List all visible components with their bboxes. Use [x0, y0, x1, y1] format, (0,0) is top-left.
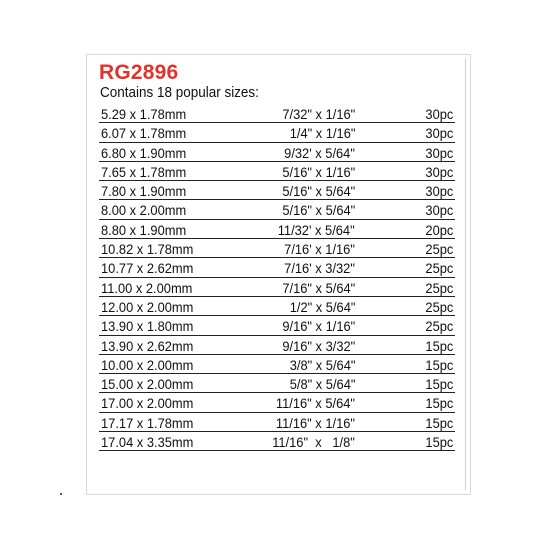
metric-size: 10.82 x 1.78mm — [101, 241, 194, 258]
size-row — [99, 432, 455, 451]
imperial-size: 7/16' x 3/32" — [284, 260, 355, 277]
size-row — [99, 393, 455, 412]
size-row — [99, 220, 455, 239]
metric-size: 12.00 x 2.00mm — [101, 298, 194, 315]
quantity: 30pc — [425, 202, 453, 219]
size-row — [99, 258, 455, 277]
imperial-size: 5/8" x 5/64" — [289, 376, 355, 393]
quantity: 15pc — [425, 356, 453, 373]
metric-size: 7.65 x 1.78mm — [101, 163, 187, 180]
imperial-size: 7/16' x 1/16" — [284, 241, 355, 258]
quantity: 25pc — [425, 279, 453, 296]
size-row — [99, 200, 455, 219]
size-row — [99, 374, 455, 393]
size-row — [99, 316, 455, 335]
imperial-size: 11/16" x 1/8" — [272, 434, 355, 451]
metric-size: 10.00 x 2.00mm — [101, 356, 194, 373]
imperial-size: 3/8" x 5/64" — [289, 356, 355, 373]
metric-size: 7.80 x 1.90mm — [101, 183, 187, 200]
quantity: 30pc — [425, 163, 453, 180]
imperial-size: 7/16" x 5/64" — [282, 279, 355, 296]
size-table — [99, 104, 455, 451]
size-row — [99, 297, 455, 316]
vertical-rule — [465, 58, 466, 490]
quantity: 15pc — [425, 434, 453, 451]
size-row — [99, 413, 455, 432]
quantity: 25pc — [425, 318, 453, 335]
size-row — [99, 278, 455, 297]
size-row — [99, 181, 455, 200]
quantity: 30pc — [425, 106, 453, 122]
imperial-size: 7/32" x 1/16" — [282, 106, 355, 122]
quantity: 25pc — [425, 241, 453, 258]
quantity: 15pc — [425, 376, 453, 393]
stray-mark — [60, 493, 62, 495]
size-row — [99, 239, 455, 258]
imperial-size: 1/2" x 5/64" — [289, 298, 355, 315]
size-row — [99, 123, 455, 142]
imperial-size: 1/4" x 1/16" — [289, 125, 355, 142]
metric-size: 6.80 x 1.90mm — [101, 144, 187, 161]
metric-size: 8.00 x 2.00mm — [101, 202, 187, 219]
metric-size: 13.90 x 2.62mm — [101, 337, 194, 354]
metric-size: 17.00 x 2.00mm — [101, 395, 194, 412]
metric-size: 15.00 x 2.00mm — [101, 376, 194, 393]
size-row — [99, 162, 455, 181]
imperial-size: 9/32' x 5/64" — [284, 144, 355, 161]
imperial-size: 9/16" x 3/32" — [282, 337, 355, 354]
quantity: 30pc — [425, 144, 453, 161]
imperial-size: 5/16" x 1/16" — [282, 163, 355, 180]
metric-size: 8.80 x 1.90mm — [101, 221, 187, 238]
quantity: 30pc — [425, 183, 453, 200]
metric-size: 10.77 x 2.62mm — [101, 260, 194, 277]
quantity: 20pc — [425, 221, 453, 238]
contents-caption: Contains 18 popular sizes: — [100, 85, 259, 101]
imperial-size: 9/16" x 1/16" — [282, 318, 355, 335]
metric-size: 17.17 x 1.78mm — [101, 414, 194, 431]
quantity: 30pc — [425, 125, 453, 142]
size-row — [99, 336, 455, 355]
quantity: 25pc — [425, 260, 453, 277]
imperial-size: 5/16" x 5/64" — [282, 183, 355, 200]
metric-size: 5.29 x 1.78mm — [101, 106, 187, 122]
quantity: 15pc — [425, 337, 453, 354]
size-row — [99, 355, 455, 374]
imperial-size: 11/16" x 5/64" — [275, 395, 355, 412]
metric-size: 13.90 x 1.80mm — [101, 318, 194, 335]
metric-size: 6.07 x 1.78mm — [101, 125, 187, 142]
metric-size: 17.04 x 3.35mm — [101, 434, 194, 451]
quantity: 25pc — [425, 298, 453, 315]
imperial-size: 11/16" x 1/16" — [275, 414, 355, 431]
metric-size: 11.00 x 2.00mm — [101, 279, 193, 296]
size-row — [99, 143, 455, 162]
quantity: 15pc — [425, 395, 453, 412]
imperial-size: 11/32' x 5/64" — [278, 221, 355, 238]
imperial-size: 5/16" x 5/64" — [282, 202, 355, 219]
quantity: 15pc — [425, 414, 453, 431]
size-row — [99, 104, 455, 123]
product-code: RG2896 — [99, 61, 179, 84]
